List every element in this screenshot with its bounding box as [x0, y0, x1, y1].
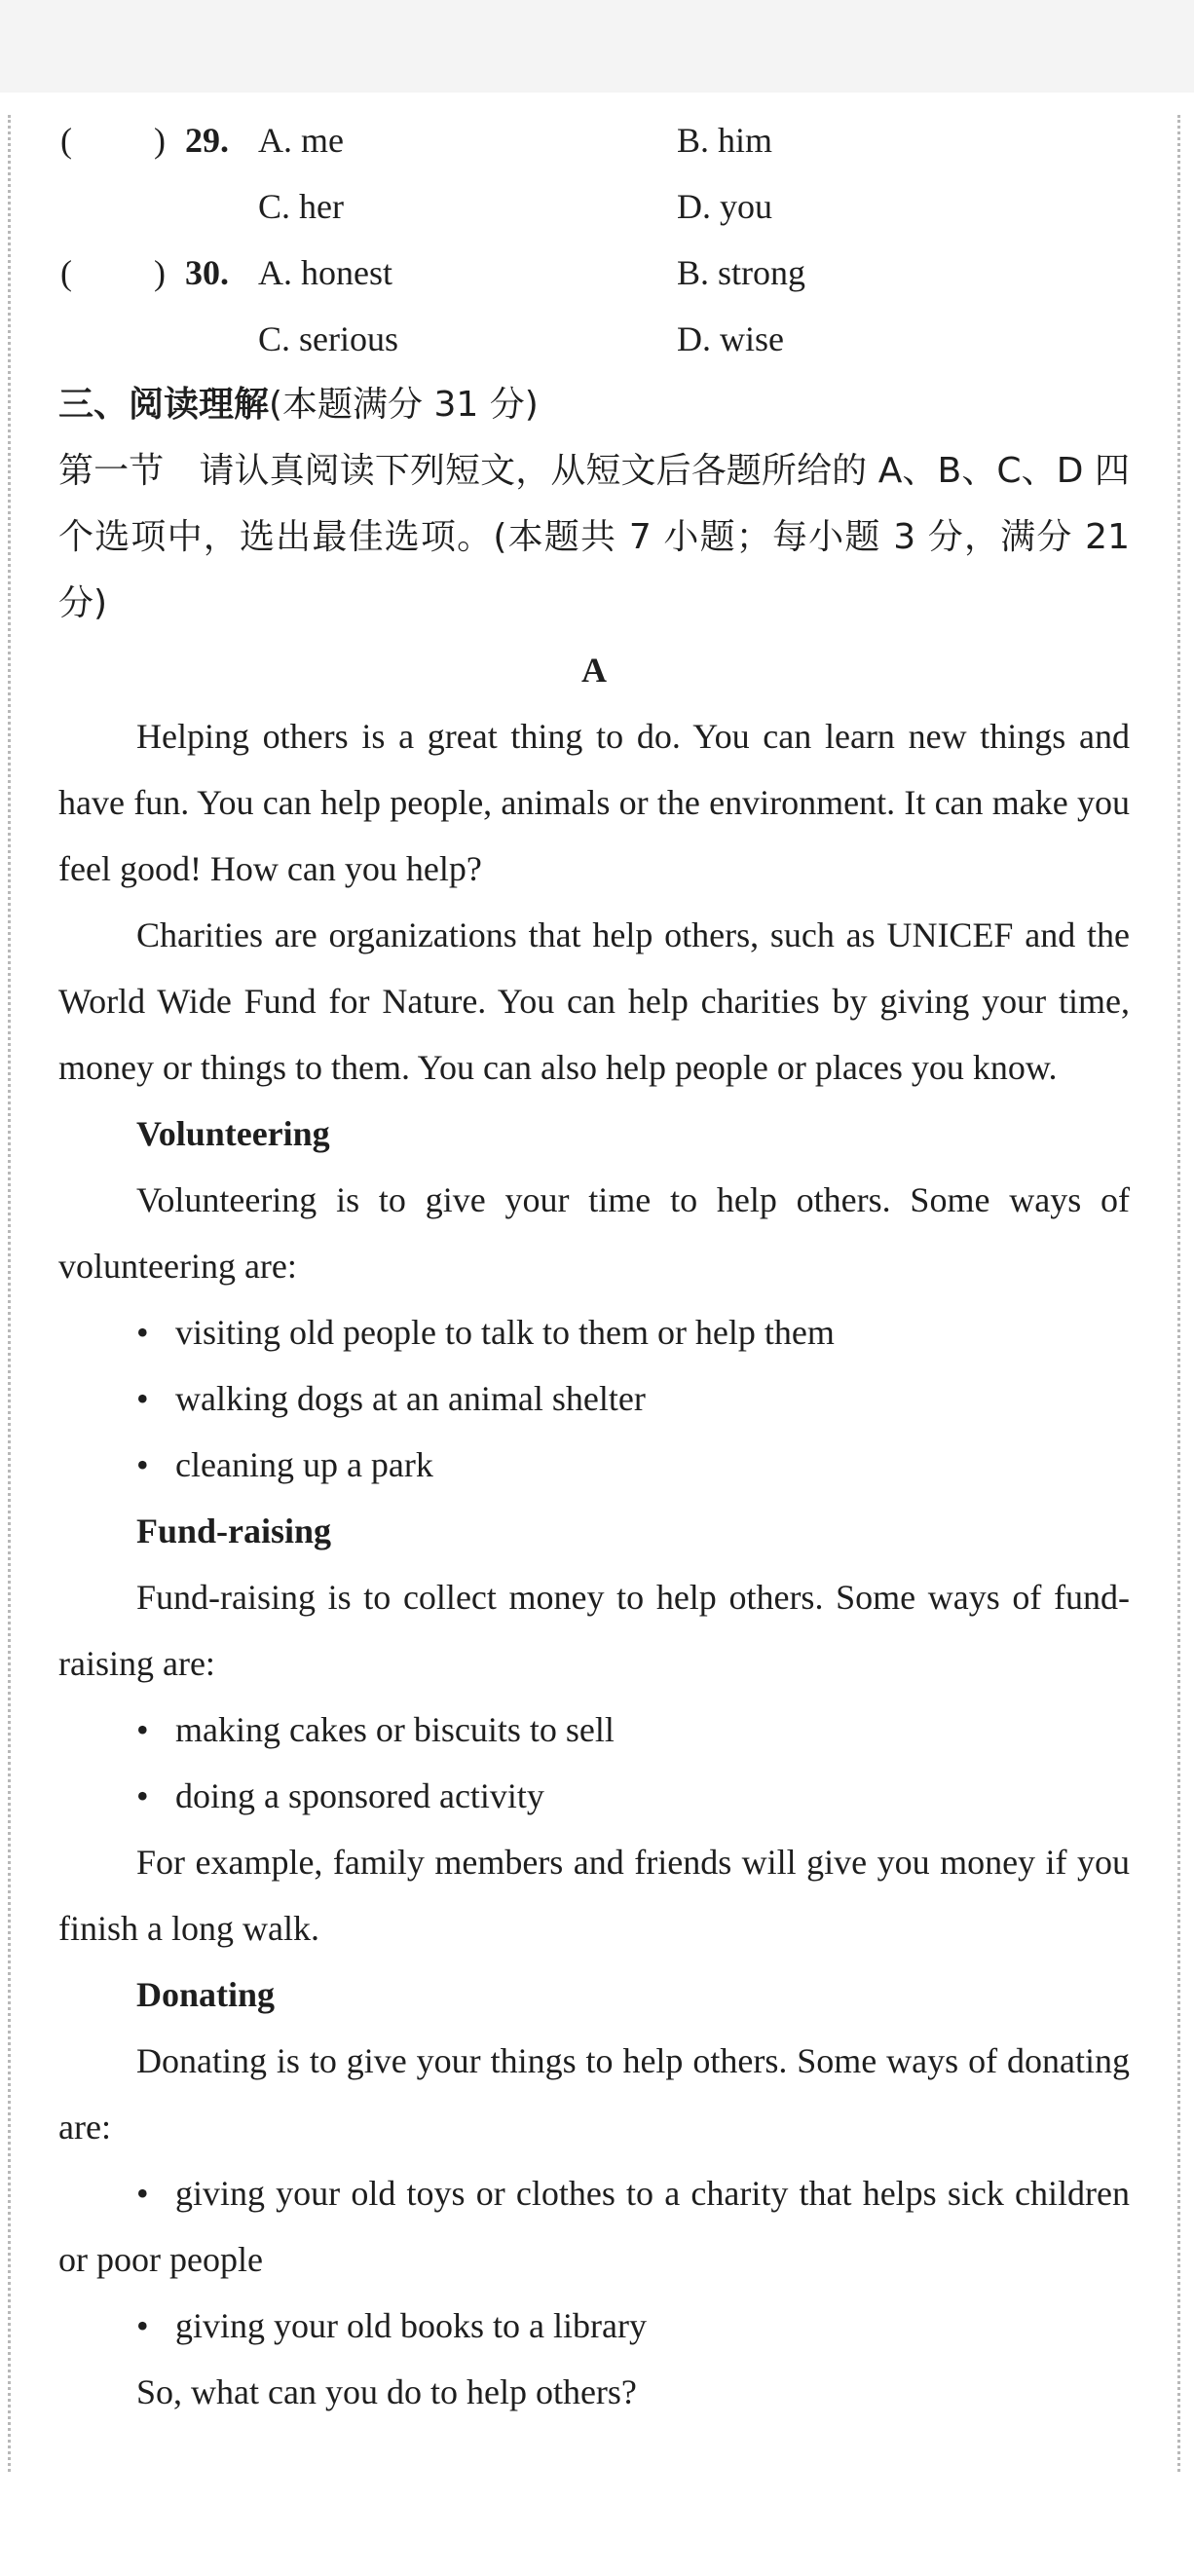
bullet-icon: • [136, 1776, 149, 1815]
left-margin-rule [8, 115, 11, 2472]
fundraising-text: Fund-raising is to collect money to help others. Some ways of fund-raising are: [58, 1578, 1130, 1683]
list-item: • walking dogs at an animal shelter [58, 1365, 1130, 1432]
bullet-icon: • [136, 2174, 149, 2213]
list-item: • cleaning up a park [58, 1432, 1130, 1498]
section-heading [58, 372, 1130, 438]
list-item: • giving your old toys or clothes to a charity that helps sick children or poor people [58, 2160, 1130, 2293]
option-d: D. wise [677, 319, 784, 358]
answer-paren-close: ) [154, 121, 166, 160]
list-item: • giving your old books to a library [58, 2293, 1130, 2359]
bullet-icon: • [136, 1379, 149, 1418]
fundraising-example: For example, family members and friends will give you money if you finish a long walk. [58, 1843, 1130, 1948]
question-number: 30. [185, 253, 229, 292]
answer-paren-open: ( [60, 253, 72, 292]
list-item: • making cakes or biscuits to sell [58, 1697, 1130, 1763]
page-content [58, 107, 1130, 2425]
passage-closing: So, what can you do to help others? [136, 2372, 637, 2411]
option-b: B. strong [677, 253, 806, 292]
volunteering-text: Volunteering is to give your time to help others. Some ways of volunteering are: [58, 1180, 1130, 1286]
option-a: A. honest [258, 253, 392, 292]
section-instruction: 第一节 请认真阅读下列短文，从短文后各题所给的 A、B、C、D 四个选项中，选出最佳选项。(本题共 7 小题；每小题 3 分，满分 21 分) [58, 451, 1130, 623]
bullet-icon: • [136, 1710, 149, 1749]
bullet-icon: • [136, 1313, 149, 1352]
option-a: A. me [258, 121, 344, 160]
donating-text: Donating is to give your things to help others. Some ways of donating are: [58, 2041, 1130, 2147]
option-c: C. her [258, 187, 344, 226]
question-29 [58, 107, 1130, 240]
right-margin-rule [1177, 115, 1180, 2472]
question-row [58, 240, 1130, 306]
volunteering-heading: Volunteering [136, 1114, 330, 1153]
section-score: (本题满分 31 分) [269, 385, 539, 425]
question-row [58, 306, 1130, 372]
list-item: • doing a sponsored activity [58, 1763, 1130, 1829]
question-number: 29. [185, 121, 229, 160]
passage-paragraph: Helping others is a great thing to do. You can learn new things and have fun. You can help people, animals or the environment. It can make you feel good! How can you help? [58, 717, 1130, 888]
option-b: B. him [677, 121, 773, 160]
answer-paren-open: ( [60, 121, 72, 160]
section-title: 三、阅读理解 [58, 385, 270, 425]
top-shade [0, 0, 1194, 93]
bullet-icon: • [136, 2306, 149, 2345]
passage-paragraph: Charities are organizations that help others, such as UNICEF and the World Wide Fund for Nature. You can help charities by giving your time, money or things to them. You can also help people or places you know. [58, 915, 1130, 1087]
answer-paren-close: ) [154, 253, 166, 292]
question-row [58, 173, 1130, 240]
question-row [58, 107, 1130, 173]
bullet-icon: • [136, 1445, 149, 1484]
fundraising-heading: Fund-raising [136, 1512, 332, 1550]
option-d: D. you [677, 187, 772, 226]
donating-heading: Donating [136, 1975, 276, 2014]
option-c: C. serious [258, 319, 398, 358]
passage-title: A [581, 651, 607, 690]
list-item: • visiting old people to talk to them or help them [58, 1299, 1130, 1365]
question-30 [58, 240, 1130, 372]
